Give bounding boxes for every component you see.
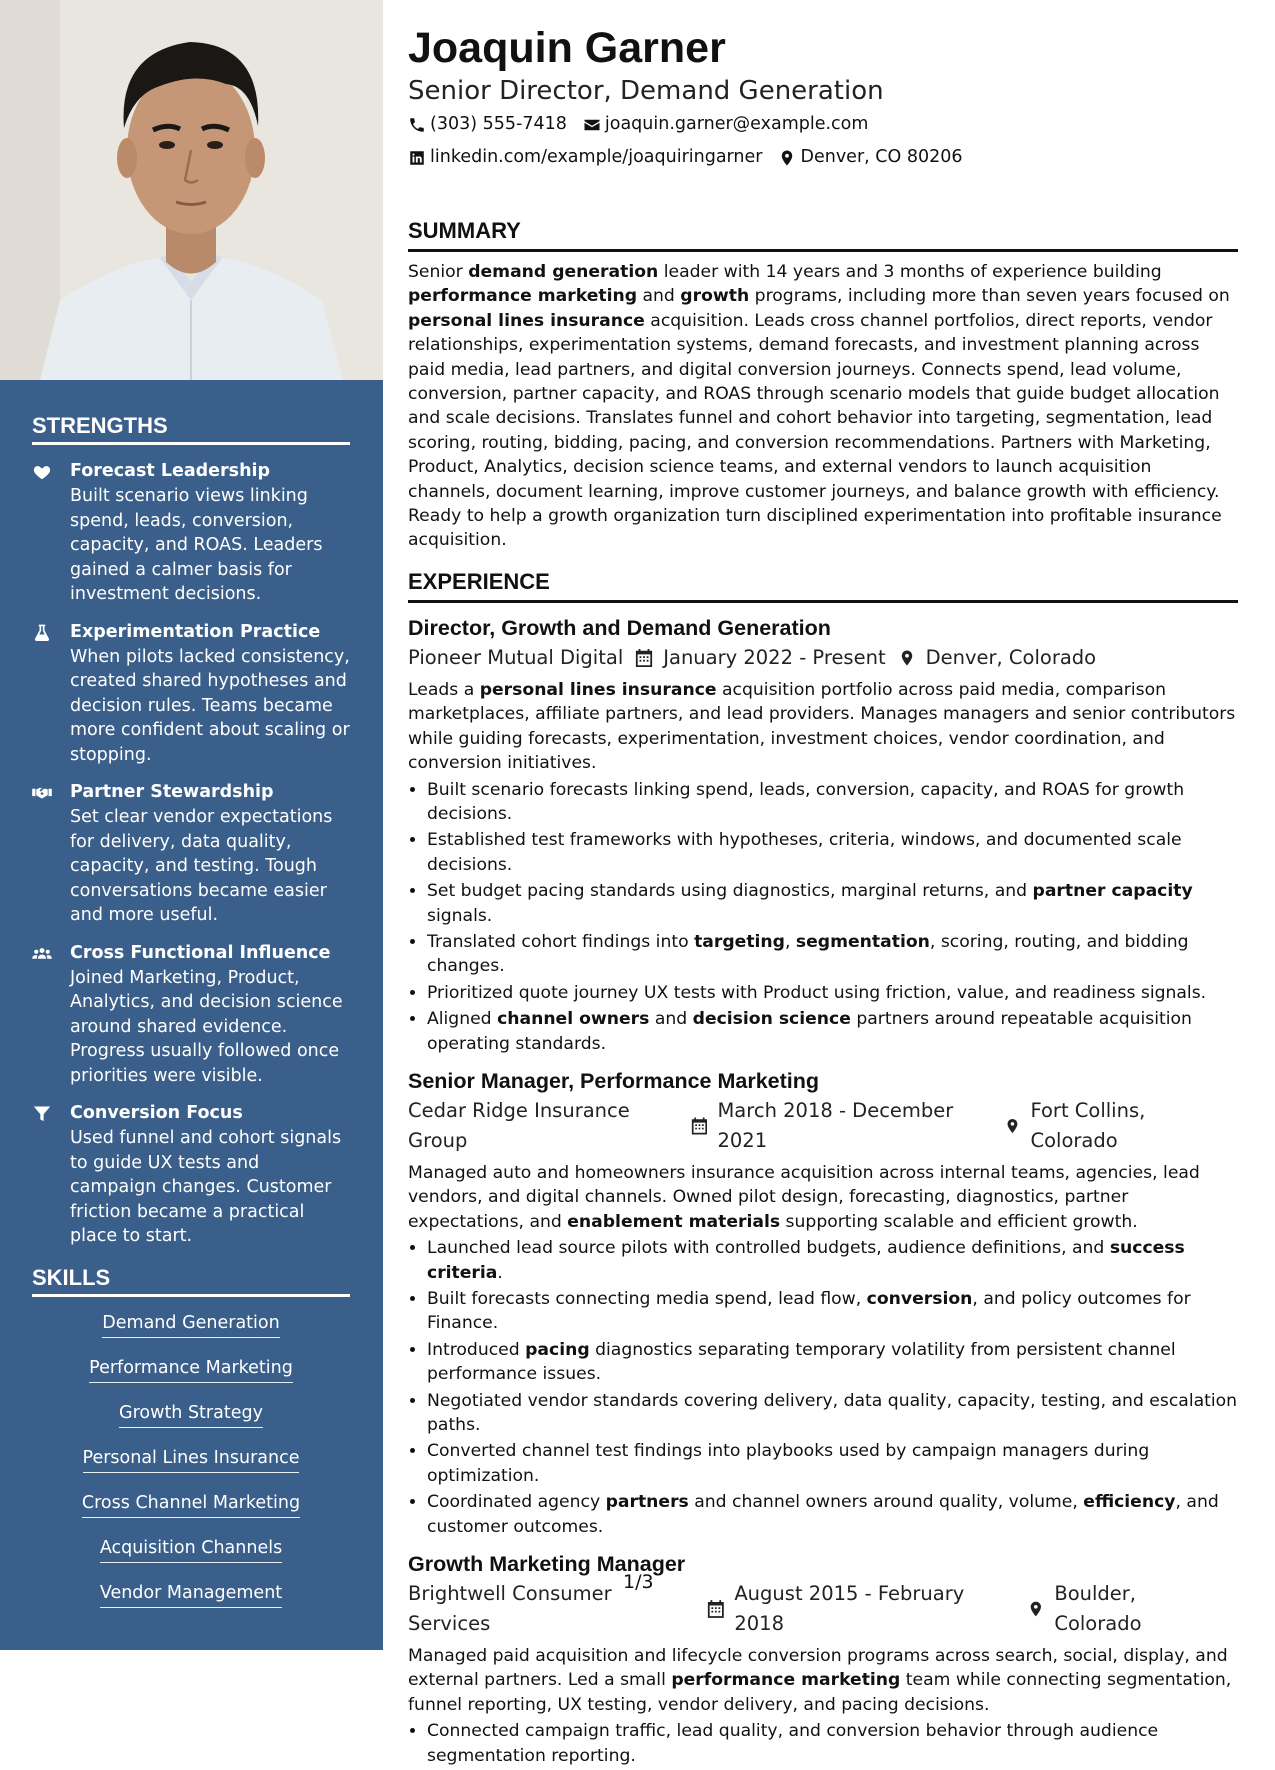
summary-text: Senior demand generation leader with 14 years and 3 months of experience building performance marketing and growth programs, including more than seven years focused on personal lines insurance acquisition. Leads cross channel portfolios, direct reports, vendor relationships, experimentation systems, demand forecasts, and investment planning across paid media, lead partners, and digital conversion journeys. Connects spend, lead volume, conversion, partner capacity, and ROAS through scenario models that guide budget allocation and scale decisions. Translates funnel and cohort behavior into targeting, segmentation, lead scoring, routing, bidding, pacing, and conversion recommendations. Partners with Marketing, Product, Analytics, decision science teams, and external vendors to launch acquisition channels, document learning, improve customer journeys, and balance growth with efficiency. Ready to help a growth organization turn disciplined experimentation into profitable insurance acquisition. (408, 262, 1230, 551)
job-bullet: • Set budget pacing standards using diagnostics, marginal returns, and partner capacity signals. (427, 879, 1238, 928)
job-location: Denver, Colorado (925, 645, 1097, 669)
job-dates: January 2022 - Present (663, 645, 886, 669)
map-pin-icon (898, 648, 916, 668)
location-contact (778, 141, 962, 174)
skill-label: Vendor Management (100, 1581, 282, 1608)
users-icon (32, 944, 52, 962)
map-pin-icon (778, 149, 796, 167)
handshake-icon (32, 783, 52, 801)
job-description: Leads a personal lines insurance acquisition portfolio across paid media, comparison marketplaces, affiliate partners, and lead providers. Manages managers and senior contributors while guiding forecasts, experimentation, investment choices, vendor coordination, and conversion initiatives. (408, 679, 1236, 774)
strength-title: Forecast Leadership (70, 461, 271, 481)
skill-item (32, 1581, 350, 1626)
heart-icon (32, 462, 52, 480)
strength-text: Set clear vendor expectations for delivery, data quality, capacity, and testing. Tough conversations became easier and more useful. (70, 807, 333, 925)
job-bullet: • Aligned channel owners and decision science partners around repeatable acquisition operating standards. (427, 1007, 1238, 1056)
strength-title: Partner Stewardship (70, 782, 274, 802)
job-location: Boulder, Colorado (1054, 1582, 1142, 1636)
job-description: Managed auto and homeowners insurance acquisition across internal teams, agencies, lead vendors, and digital channels. Owned pilot design, forecasting, diagnostics, partner expectations, and enablement materials supporting scalable and efficient growth. (408, 1162, 1200, 1232)
strength-text: Used funnel and cohort signals to guide UX tests and campaign changes. Customer friction became a practical place to start. (70, 1128, 342, 1246)
strength-item (32, 459, 350, 607)
job-bullet: • Built forecasts connecting media spend, lead flow, conversion, and policy outcomes for Finance. (427, 1287, 1238, 1336)
funnel-icon (32, 1104, 52, 1122)
calendar-icon (707, 1599, 725, 1619)
email-text[interactable]: joaquin.garner@example.com (604, 114, 869, 134)
email-contact[interactable] (583, 108, 869, 141)
map-pin-icon (1004, 1116, 1021, 1136)
linkedin-icon (408, 149, 426, 167)
job-bullet: • Converted channel test findings into playbooks used by campaign managers during optimization. (427, 1439, 1238, 1488)
job-bullets (408, 1719, 1238, 1768)
job-company: Brightwell Consumer Services (408, 1582, 612, 1636)
job-entry (408, 1066, 1238, 1539)
strength-title: Cross Functional Influence (70, 942, 331, 963)
job-bullet: • Connected campaign traffic, lead quality, and conversion behavior through audience segmentation reporting. (427, 1719, 1238, 1768)
contact-row-2 (408, 141, 1238, 174)
skills-list (32, 1297, 350, 1626)
job-role: Senior Manager, Performance Marketing (408, 1068, 820, 1093)
calendar-icon (635, 648, 653, 668)
sidebar (0, 0, 383, 1650)
strength-item (32, 780, 350, 928)
contact-row-1 (408, 108, 1238, 141)
strengths-list (32, 459, 350, 1249)
map-pin-icon (1027, 1599, 1045, 1619)
strength-item (32, 620, 350, 768)
job-bullet: • Launched lead source pilots with controlled budgets, audience definitions, and success criteria. (427, 1236, 1238, 1285)
job-role: Director, Growth and Demand Generation (408, 615, 831, 640)
job-company: Cedar Ridge Insurance Group (408, 1098, 630, 1152)
job-dates: August 2015 - February 2018 (734, 1582, 965, 1636)
job-role: Growth Marketing Manager (408, 1552, 686, 1577)
skill-item (32, 1311, 350, 1356)
profile-photo (0, 0, 383, 380)
job-bullet: • Established test frameworks with hypotheses, criteria, windows, and documented scale decisions. (427, 828, 1238, 877)
phone-icon (408, 116, 426, 134)
linkedin-text[interactable]: linkedin.com/example/joaquiringarner (430, 147, 763, 167)
job-company: Pioneer Mutual Digital (408, 645, 624, 669)
phone-text: (303) 555-7418 (430, 114, 567, 134)
job-description: Managed paid acquisition and lifecycle conversion programs across search, social, display, and external partners. Led a small performance marketing team while connecting segmentation, funnel reporting, UX testing, vendor delivery, and pacing decisions. (408, 1646, 1232, 1715)
skill-label: Personal Lines Insurance (83, 1446, 300, 1473)
strength-title: Conversion Focus (70, 1103, 243, 1123)
skill-item (32, 1536, 350, 1581)
strength-item (32, 1101, 350, 1249)
skills-heading: SKILLS (32, 1265, 350, 1297)
location-text: Denver, CO 80206 (800, 147, 963, 167)
candidate-name: Joaquin Garner (408, 24, 726, 72)
strength-title: Experimentation Practice (70, 621, 321, 642)
experience-list (408, 613, 1238, 1768)
envelope-icon (583, 116, 601, 134)
job-bullet: • Coordinated agency partners and channel owners around quality, volume, efficiency, and customer outcomes. (427, 1490, 1238, 1539)
job-meta (408, 1579, 1238, 1639)
page-number: 1/3 (623, 1571, 654, 1593)
flask-icon (32, 623, 52, 641)
strength-text: Built scenario views linking spend, leads, conversion, capacity, and ROAS. Leaders gained a calmer basis for investment decisions. (70, 486, 323, 604)
job-bullet: • Translated cohort findings into targeting, segmentation, scoring, routing, and bidding changes. (427, 930, 1238, 979)
strengths-heading: STRENGTHS (32, 413, 350, 445)
job-bullet: • Introduced pacing diagnostics separating temporary volatility from persistent channel performance issues. (427, 1338, 1238, 1387)
skill-label: Demand Generation (102, 1311, 279, 1338)
linkedin-contact[interactable] (408, 141, 762, 174)
job-bullets (408, 778, 1238, 1056)
calendar-icon (691, 1116, 708, 1136)
job-bullet: • Built scenario forecasts linking spend, leads, conversion, capacity, and ROAS for growth decisions. (427, 778, 1238, 827)
skill-item (32, 1491, 350, 1536)
skill-label: Acquisition Channels (100, 1536, 282, 1563)
phone-contact (408, 108, 567, 141)
skill-label: Cross Channel Marketing (82, 1491, 300, 1518)
skill-item (32, 1401, 350, 1446)
strength-text: When pilots lacked consistency, created shared hypotheses and decision rules. Teams became more confident about scaling or stopping. (70, 646, 350, 765)
candidate-title: Senior Director, Demand Generation (408, 76, 884, 106)
main-content (408, 22, 1238, 1770)
job-bullet: • Prioritized quote journey UX tests with Product using friction, value, and readiness signals. (427, 981, 1238, 1005)
job-meta (408, 643, 1238, 673)
summary-heading: SUMMARY (408, 218, 1238, 252)
job-entry (408, 613, 1238, 1056)
job-dates: March 2018 - December 2021 (717, 1098, 954, 1152)
skill-item (32, 1356, 350, 1401)
job-entry (408, 1549, 1238, 1768)
job-meta (408, 1096, 1238, 1156)
experience-heading: EXPERIENCE (408, 569, 1238, 603)
skill-label: Growth Strategy (119, 1401, 263, 1428)
skill-label: Performance Marketing (89, 1356, 293, 1383)
strength-item (32, 941, 350, 1089)
skill-item (32, 1446, 350, 1491)
job-bullet: • Negotiated vendor standards covering delivery, data quality, capacity, testing, and escalation paths. (427, 1389, 1238, 1438)
job-bullets (408, 1236, 1238, 1539)
job-location: Fort Collins, Colorado (1030, 1098, 1146, 1152)
strength-text: Joined Marketing, Product, Analytics, and decision science around shared evidence. Progress usually followed once priorities were visible. (70, 967, 343, 1086)
